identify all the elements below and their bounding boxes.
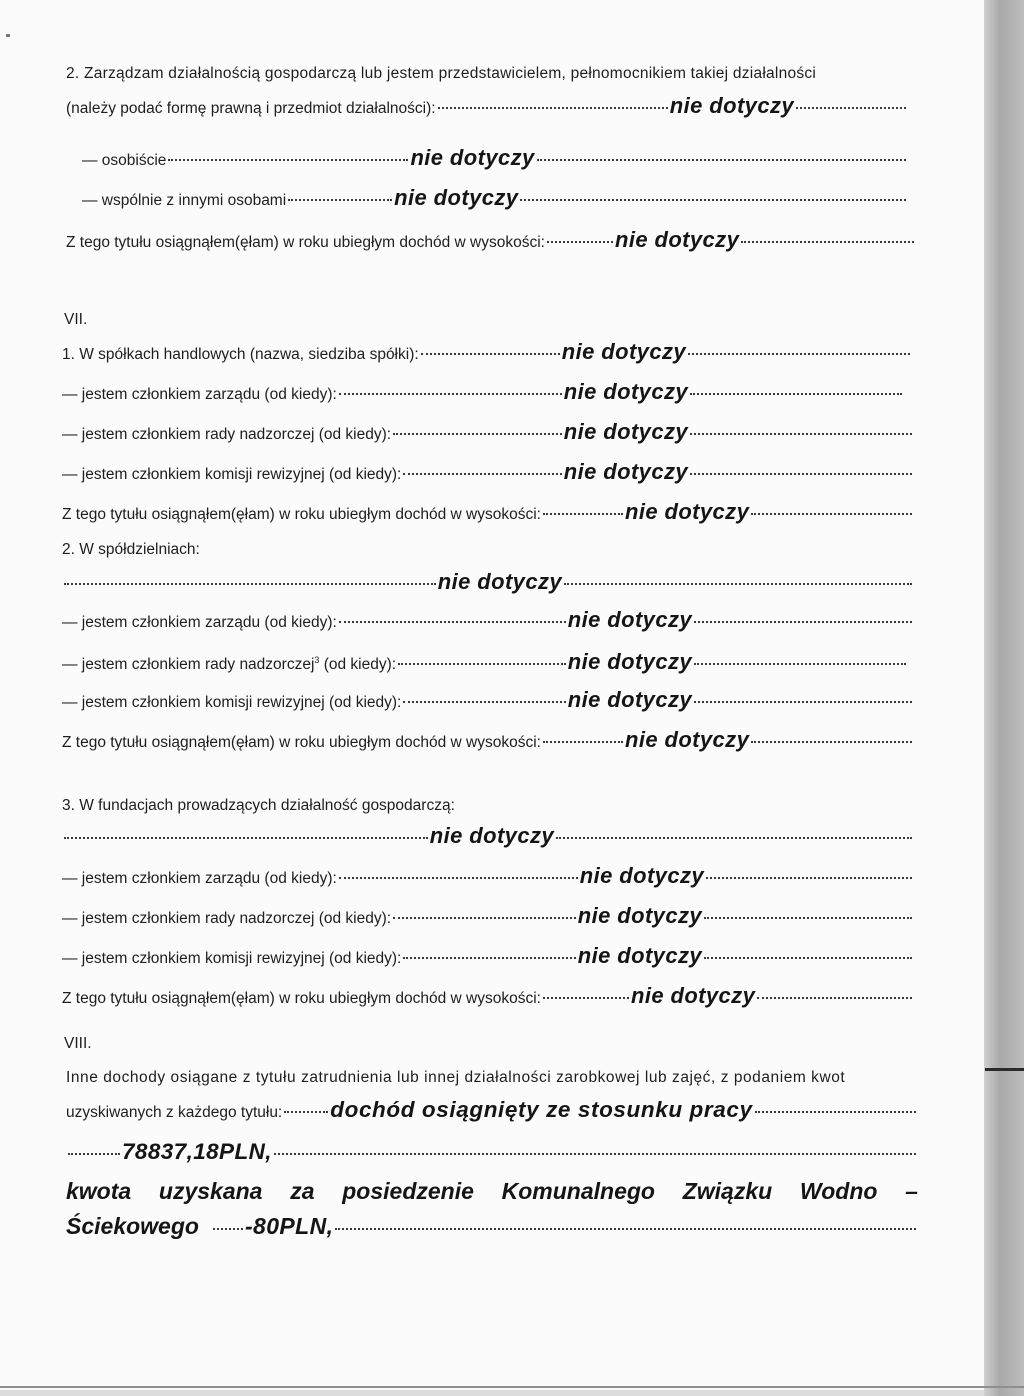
other-income-line <box>66 1178 918 1205</box>
cooperatives-supervisory-label: — jestem członkiem rady nadzorczej <box>62 656 315 674</box>
other-income-word: posiedzenie <box>342 1178 474 1204</box>
companies-label: 1. W spółkach handlowych (nazwa, siedziba spółki): <box>62 346 419 363</box>
companies-supervisory-row <box>62 419 914 445</box>
business-personally-label: — osobiście <box>82 152 167 169</box>
dotted-leader <box>690 393 902 395</box>
dotted-leader <box>520 199 906 201</box>
dotted-leader <box>694 663 906 665</box>
footnote-marker: 3 <box>314 655 320 665</box>
dotted-leader <box>288 199 392 201</box>
companies-income-label: Z tego tytułu osiągnąłem(ęłam) w roku ubiegłym dochód w wysokości: <box>62 506 541 523</box>
business-form-label: (należy podać formę prawną i przedmiot działalności): <box>66 100 436 117</box>
companies-board-label: — jestem członkiem zarządu (od kiedy): <box>62 386 337 403</box>
dotted-leader <box>274 1153 916 1155</box>
cooperatives-board-label: — jestem członkiem zarządu (od kiedy): <box>62 614 337 631</box>
employment-amount-row <box>66 1139 918 1164</box>
dotted-leader <box>741 241 914 243</box>
dotted-leader <box>704 917 912 919</box>
other-income-word: za <box>290 1178 315 1204</box>
dotted-leader <box>688 353 910 355</box>
foundations-income-label: Z tego tytułu osiągnąłem(ęłam) w roku ubiegłym dochód w wysokości: <box>62 990 541 1007</box>
other-income-word: Związku <box>682 1178 773 1204</box>
companies-board-row <box>62 379 904 405</box>
other-income-word: kwota <box>66 1178 132 1204</box>
dotted-leader <box>755 1111 916 1113</box>
foundations-board-label: — jestem członkiem zarządu (od kiedy): <box>62 870 337 887</box>
foundations-row <box>62 823 914 848</box>
other-income-title-row <box>66 1097 918 1123</box>
section-8-title: VIII. <box>64 1035 92 1052</box>
foundations-income-value: nie dotyczy <box>631 983 756 1008</box>
business-personally-value: nie dotyczy <box>410 145 535 170</box>
business-income-label: Z tego tytułu osiągnąłem(ęłam) w roku ubiegłym dochód w wysokości: <box>66 234 545 251</box>
business-jointly-label: — wspólnie z innymi osobami <box>82 192 287 209</box>
companies-board-value: nie dotyczy <box>563 379 688 404</box>
employment-income-text: dochód osiągnięty ze stosunku pracy <box>330 1097 753 1122</box>
business-income-row <box>66 227 916 253</box>
dotted-leader <box>547 241 613 243</box>
other-income-word: Wodno <box>799 1178 878 1204</box>
companies-audit-label: — jestem członkiem komisji rewizyjnej (od kiedy): <box>62 466 402 483</box>
dotted-leader <box>284 1111 328 1113</box>
dotted-leader <box>556 837 912 839</box>
other-income-amount: -80PLN, <box>244 1213 334 1239</box>
business-form-row <box>66 93 908 119</box>
foundations-audit-value: nie dotyczy <box>577 943 702 968</box>
foundations-label: 3. W fundacjach prowadzących działalność gospodarczą: <box>62 797 455 814</box>
dotted-leader <box>421 353 560 355</box>
scan-speck <box>6 34 10 37</box>
dotted-leader <box>690 473 912 475</box>
dotted-leader <box>393 917 576 919</box>
other-income-word: Komunalnego <box>501 1178 655 1204</box>
scanner-tick-mark <box>985 1068 1024 1071</box>
cooperatives-board-row <box>62 607 914 633</box>
business-jointly-row <box>82 185 908 211</box>
foundations-audit-row <box>62 943 914 969</box>
dotted-leader <box>543 513 623 515</box>
dotted-leader <box>393 433 562 435</box>
dotted-leader <box>543 741 623 743</box>
cooperatives-income-row <box>62 727 914 753</box>
business-form-value: nie dotyczy <box>669 93 794 118</box>
dotted-leader <box>706 877 912 879</box>
cooperatives-income-label: Z tego tytułu osiągnąłem(ęłam) w roku ubiegłym dochód w wysokości: <box>62 734 541 751</box>
business-heading-line1 <box>66 64 918 84</box>
employment-amount: 78837,18PLN, <box>122 1139 272 1164</box>
other-income-amount-row <box>66 1213 918 1239</box>
cooperatives-supervisory-suffix: (od kiedy): <box>319 656 397 674</box>
dotted-leader <box>335 1228 916 1230</box>
foundations-income-row <box>62 983 914 1009</box>
cooperatives-board-value: nie dotyczy <box>567 607 692 632</box>
business-income-value: nie dotyczy <box>615 227 740 252</box>
dotted-leader <box>403 701 565 703</box>
other-income-intro: Inne dochody osiągane z tytułu zatrudnienia lub innej działalności zarobkowej lub zajęć, z podaniem kwot <box>66 1069 846 1086</box>
cooperatives-audit-value: nie dotyczy <box>567 687 692 712</box>
dotted-leader <box>403 473 561 475</box>
dotted-leader <box>543 997 629 999</box>
dotted-leader <box>704 957 912 959</box>
dotted-leader <box>564 583 912 585</box>
scanner-bottom-edge <box>0 1386 1024 1388</box>
scanner-edge <box>984 0 1024 1396</box>
foundations-supervisory-row <box>62 903 914 929</box>
companies-audit-row <box>62 459 914 485</box>
dotted-leader <box>398 663 566 665</box>
companies-value: nie dotyczy <box>561 339 686 364</box>
section-7-title: VII. <box>64 311 88 328</box>
companies-income-row <box>62 499 914 525</box>
dotted-leader <box>403 957 575 959</box>
cooperatives-value: nie dotyczy <box>437 569 562 594</box>
dotted-leader <box>751 741 912 743</box>
dotted-leader <box>64 583 436 585</box>
other-income-line2: Ściekowego <box>66 1213 199 1239</box>
foundations-board-row <box>62 863 914 889</box>
dotted-leader <box>438 107 668 109</box>
dotted-leader <box>68 1153 120 1155</box>
dotted-leader <box>690 433 912 435</box>
foundations-supervisory-value: nie dotyczy <box>577 903 702 928</box>
foundations-supervisory-label: — jestem członkiem rady nadzorczej (od kiedy): <box>62 910 392 927</box>
foundations-audit-label: — jestem członkiem komisji rewizyjnej (od kiedy): <box>62 950 402 967</box>
cooperatives-supervisory-label-group <box>62 650 396 675</box>
companies-supervisory-value: nie dotyczy <box>563 419 688 444</box>
dotted-leader <box>64 837 428 839</box>
cooperatives-supervisory-value: nie dotyczy <box>567 649 692 675</box>
cooperatives-row <box>62 569 914 594</box>
companies-audit-value: nie dotyczy <box>563 459 688 484</box>
dotted-leader <box>537 159 906 161</box>
dotted-leader <box>339 393 562 395</box>
dotted-leader <box>757 997 912 999</box>
dotted-leader <box>751 513 912 515</box>
companies-income-value: nie dotyczy <box>625 499 750 524</box>
business-jointly-value: nie dotyczy <box>394 185 519 210</box>
other-income-word: uzyskana <box>158 1178 263 1204</box>
cooperatives-audit-label: — jestem członkiem komisji rewizyjnej (od kiedy): <box>62 694 402 711</box>
dotted-leader <box>339 621 566 623</box>
dotted-leader <box>694 701 912 703</box>
dotted-leader <box>339 877 578 879</box>
cooperatives-audit-row <box>62 687 914 713</box>
cooperatives-supervisory-row <box>62 650 908 675</box>
other-income-label: uzyskiwanych z każdego tytułu: <box>66 1104 283 1121</box>
cooperatives-label: 2. W spółdzielniach: <box>62 541 200 558</box>
business-personally-row <box>82 145 908 171</box>
business-heading-text: 2. Zarządzam działalnością gospodarczą lub jestem przedstawicielem, pełnomocnikiem takiej działalności <box>66 65 817 82</box>
dotted-leader <box>213 1228 243 1230</box>
foundations-board-value: nie dotyczy <box>579 863 704 888</box>
dotted-leader <box>694 621 912 623</box>
cooperatives-income-value: nie dotyczy <box>625 727 750 752</box>
foundations-value: nie dotyczy <box>429 823 554 848</box>
companies-row <box>62 339 912 365</box>
other-income-word: – <box>905 1178 918 1204</box>
companies-supervisory-label: — jestem członkiem rady nadzorczej (od kiedy): <box>62 426 392 443</box>
dotted-leader <box>168 159 408 161</box>
dotted-leader <box>796 107 906 109</box>
